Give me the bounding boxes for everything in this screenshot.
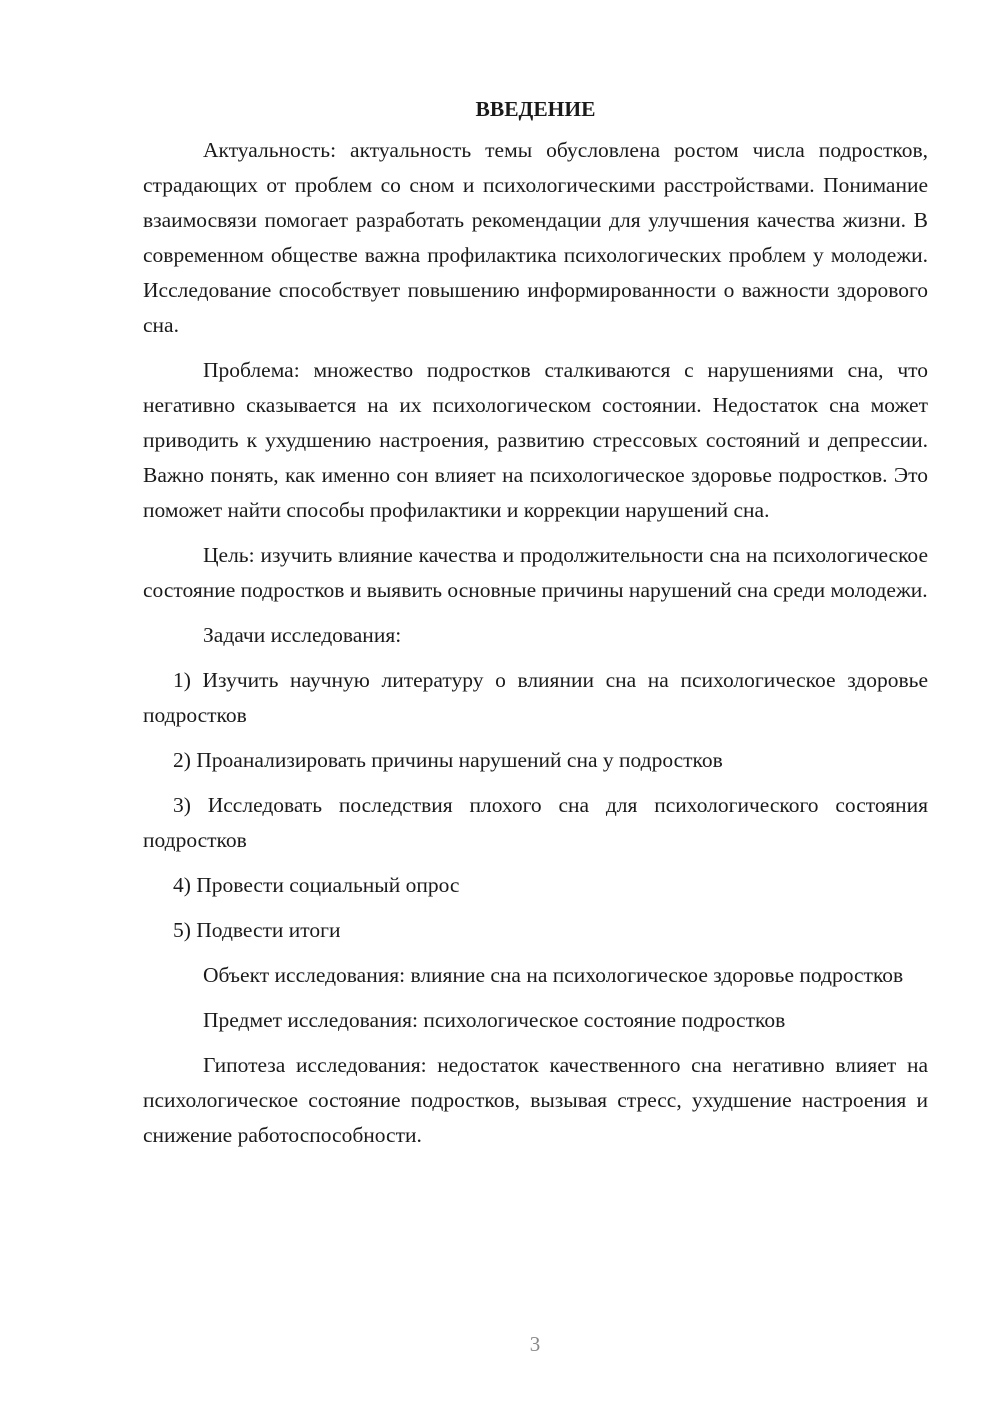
object-paragraph: Объект исследования: влияние сна на психологическое здоровье подростков [203,963,904,987]
task-item: 4) Провести социальный опрос [173,873,460,897]
goal-paragraph: Цель: изучить влияние качества и продолжительности сна на психологическое состояние подростков и выявить основные причины нарушений сна среди молодежи. [143,543,928,602]
problem-paragraph: Проблема: множество подростков сталкиваются с нарушениями сна, что негативно сказывается на их психологическом состоянии. Недостаток сна может приводить к ухудшению настроения, развитию стрессовых состояний и депрессии. Важно понять, как именно сон влияет на психологическое здоровье подростков. Это поможет найти способы профилактики и коррекции нарушений сна. [143,358,928,522]
page-number: 3 [529,1332,541,1356]
task-item: 3) Исследовать последствия плохого сна для психологического состояния подростков [143,793,928,852]
section-title: ВВЕДЕНИЕ [475,97,596,121]
tasks-heading: Задачи исследования: [203,623,402,647]
relevance-paragraph: Актуальность: актуальность темы обусловлена ростом числа подростков, страдающих от проблем со сном и психологическими расстройствами. Понимание взаимосвязи помогает разработать рекомендации для улучшения качества жизни. В современном обществе важна профилактика психологических проблем у молодежи. Исследование способствует повышению информированности о важности здорового сна. [143,138,928,337]
task-item: 1) Изучить научную литературу о влиянии сна на психологическое здоровье подростков [143,668,928,727]
hypothesis-paragraph: Гипотеза исследования: недостаток качественного сна негативно влияет на психологическое состояние подростков, вызывая стресс, ухудшение настроения и снижение работоспособности. [143,1053,928,1147]
task-item: 2) Проанализировать причины нарушений сна у подростков [173,748,723,772]
task-item: 5) Подвести итоги [173,918,341,942]
document-page [143,92,928,1163]
subject-paragraph: Предмет исследования: психологическое состояние подростков [203,1008,786,1032]
